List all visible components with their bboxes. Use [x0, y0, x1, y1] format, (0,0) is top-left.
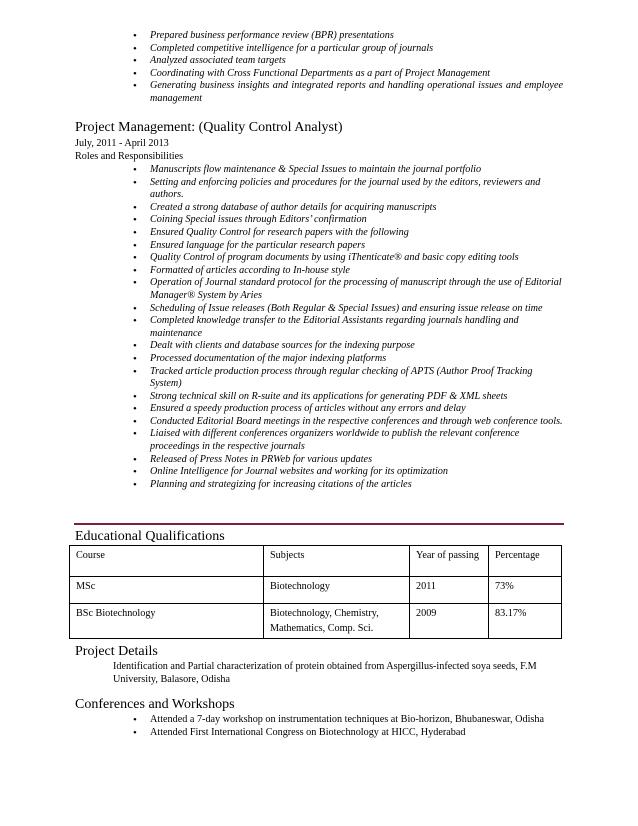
table-header-row: [70, 546, 562, 577]
list-item: • Quality Control of program documents by using iThenticate® and basic copy editing tools: [150, 252, 563, 265]
table-cell: MSc: [70, 577, 264, 604]
top-bullet-list: [150, 30, 563, 106]
table-cell: BSc Biotechnology: [70, 604, 264, 639]
list-item: • Ensured Quality Control for research papers with the following: [150, 227, 563, 240]
list-item: • Strong technical skill on R-suite and its applications for generating PDF & XML sheets: [150, 391, 563, 404]
qc-dates: July, 2011 - April 2013: [75, 138, 169, 149]
list-item: • Scheduling of Issue releases (Both Regular & Special Issues) and ensuring issue release on time: [150, 303, 563, 316]
table-header-cell: Subjects: [264, 546, 410, 577]
conferences-heading: Conferences and Workshops: [75, 697, 235, 712]
table-cell: 2009: [410, 604, 489, 639]
project-description: Identification and Partial characterization of protein obtained from Aspergillus-infected soya seeds, F.M University, Balasore, Odisha: [113, 661, 537, 685]
table-cell: 2011: [410, 577, 489, 604]
list-item: • Completed knowledge transfer to the Editorial Assistants regarding journals handling and maintenance: [150, 315, 563, 340]
list-item: • Processed documentation of the major indexing platforms: [150, 353, 563, 366]
list-item: • Released of Press Notes in PRWeb for various updates: [150, 454, 563, 467]
list-item: • Formatted of articles according to In-house style: [150, 265, 563, 278]
list-item: • Ensured language for the particular research papers: [150, 240, 563, 253]
section-divider: [74, 523, 564, 525]
roles-label: Roles and Responsibilities: [75, 151, 184, 162]
list-item: • Prepared business performance review (BPR) presentations: [150, 30, 563, 43]
table-cell: Biotechnology, Chemistry, Mathematics, Comp. Sci.: [264, 604, 410, 639]
conferences-list: [150, 714, 570, 739]
table-cell: Biotechnology: [264, 577, 410, 604]
list-item: • Coordinating with Cross Functional Departments as a part of Project Management: [150, 68, 563, 81]
list-item: • Operation of Journal standard protocol for the processing of manuscript through the use of Editorial Manager® System by Aries: [150, 277, 563, 302]
list-item: • Planning and strategizing for increasing citations of the articles: [150, 479, 563, 492]
list-item: • Setting and enforcing policies and procedures for the journal used by the editors, reviewers and authors.: [150, 177, 563, 202]
list-item: • Dealt with clients and database sources for the indexing purpose: [150, 340, 563, 353]
table-header-cell: Year of passing: [410, 546, 489, 577]
list-item: • Online Intelligence for Journal websites and working for its optimization: [150, 466, 563, 479]
list-item: • Liaised with different conferences organizers worldwide to publish the relevant conference proceedings in the respective journals: [150, 428, 563, 453]
project-heading: Project Details: [75, 644, 158, 659]
qc-heading: Project Management: (Quality Control Analyst): [75, 120, 343, 135]
table-cell: 83.17%: [489, 604, 562, 639]
qc-bullet-list: [150, 164, 563, 491]
education-heading: Educational Qualifications: [75, 529, 225, 544]
table-row: [70, 577, 562, 604]
list-item: • Generating business insights and integrated reports and handling operational issues and employee management: [150, 80, 563, 105]
list-item: • Manuscripts flow maintenance & Special Issues to maintain the journal portfolio: [150, 164, 563, 177]
table-header-cell: Course: [70, 546, 264, 577]
education-table: [69, 545, 562, 639]
list-item: • Completed competitive intelligence for a particular group of journals: [150, 43, 563, 56]
list-item: • Attended First International Congress on Biotechnology at HICC, Hyderabad: [150, 727, 570, 740]
table-header-cell: Percentage: [489, 546, 562, 577]
list-item: • Conducted Editorial Board meetings in the respective conferences and through web conference tools.: [150, 416, 563, 429]
list-item: • Tracked article production process through regular checking of APTS (Author Proof Tracking System): [150, 366, 563, 391]
list-item: • Attended a 7-day workshop on instrumentation techniques at Bio-horizon, Bhubaneswar, Odisha: [150, 714, 570, 727]
list-item: • Analyzed associated team targets: [150, 55, 563, 68]
list-item: • Ensured a speedy production process of articles without any errors and delay: [150, 403, 563, 416]
table-cell: 73%: [489, 577, 562, 604]
table-row: [70, 604, 562, 639]
list-item: • Coining Special issues through Editors’ confirmation: [150, 214, 563, 227]
list-item: • Created a strong database of author details for acquiring manuscripts: [150, 202, 563, 215]
